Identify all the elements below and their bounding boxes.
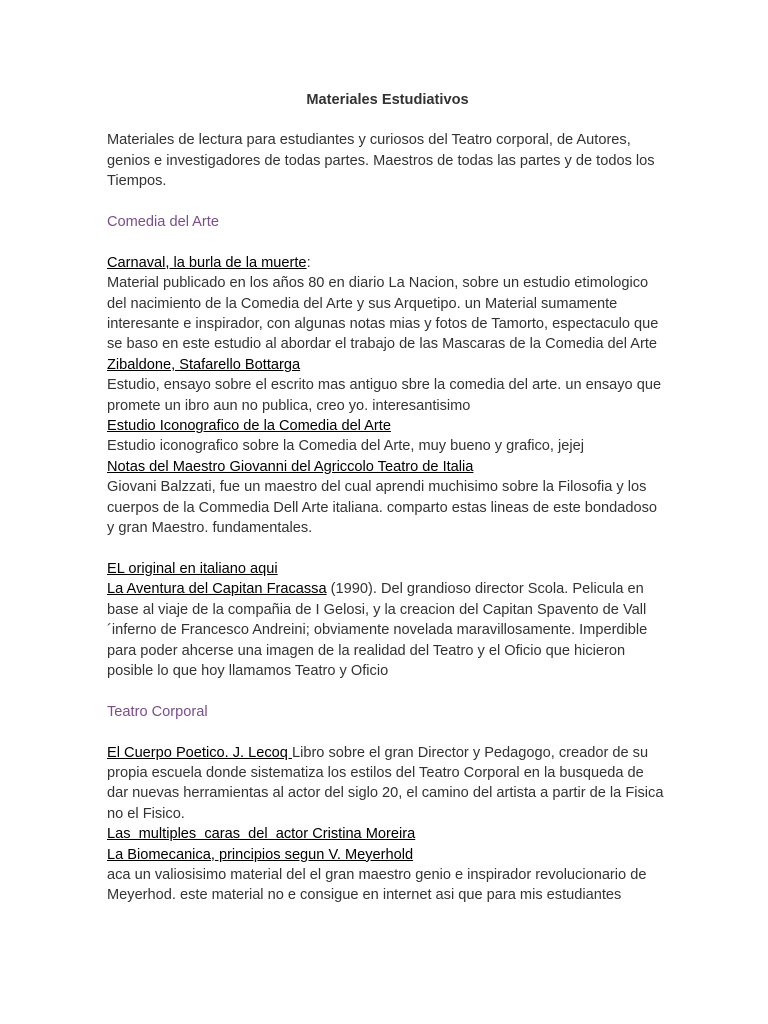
link-multiples-caras[interactable]: Las multiples caras del actor Cristina Moreira: [107, 826, 416, 843]
entry-cuerpo-poetico: [107, 743, 668, 825]
link-iconografico[interactable]: Estudio Iconografico de la Comedia del Arte: [107, 418, 391, 435]
link-biomecanica[interactable]: La Biomecanica, principios segun V. Meyerhold: [107, 846, 414, 863]
desc-zibaldone: Estudio, ensayo sobre el escrito mas antiguo sbre la comedia del arte. un ensayo que promete un ibro aun no publica, creo yo. interesantisimo: [107, 377, 662, 414]
link-original-italiano[interactable]: EL original en italiano aqui: [107, 560, 278, 577]
section-heading-teatro-corporal: Teatro Corporal: [107, 703, 208, 720]
entry-original-italiano: [107, 559, 668, 579]
desc-iconografico: Estudio iconografico sobre la Comedia del Arte, muy bueno y grafico, jejej: [107, 438, 584, 455]
desc-notas-maestro: Giovani Balzzati, fue un maestro del cual aprendi muchisimo sobre la Filosofia y los cuerpos de la Commedia Dell Arte italiana. comparto estas lineas de este bondadoso y gran Maestro. fundamentales.: [107, 479, 658, 537]
spacer: [107, 722, 668, 742]
link-suffix: :: [306, 254, 311, 271]
link-cuerpo-poetico[interactable]: El Cuerpo Poetico. J. Lecoq: [107, 744, 292, 761]
link-carnaval[interactable]: Carnaval, la burla de la muerte: [107, 254, 307, 271]
spacer: [107, 192, 668, 212]
spacer: [107, 232, 668, 252]
link-zibaldone[interactable]: Zibaldone, Stafarello Bottarga: [107, 356, 301, 373]
entry-biomecanica: [107, 845, 668, 865]
desc-cuerpo-poetico: Libro sobre el gran Director y Pedagogo, creador de su propia escuela donde sistematiza los estilos del Teatro Corporal en la busqueda de dar nuevas herramientas al actor del siglo 20, el camino del artista a partir de la Fisica no el Fisico.: [107, 744, 664, 822]
link-capitan-fracassa[interactable]: La Aventura del Capitan Fracassa: [107, 581, 327, 598]
section-heading-comedia: Comedia del Arte: [107, 214, 219, 231]
entry-zibaldone: [107, 355, 668, 375]
desc-biomecanica: aca un valiosisimo material del el gran maestro genio e inspirador revolucionario de Meyerhod. este material no e consigue en internet asi que para mis estudiantes: [107, 866, 647, 904]
desc-capitan-fracassa: (1990). Del grandioso director Scola. Pelicula en base al viaje de la compañia de I Gelosi, y la creacion del Capitan Spavento de Vall´inferno de Francesco Andreini; obviamente novelada maravillosamente. Imperdible para poder ahcerse una imagen de la realidad del Teatro y el Oficio que hicieron posible lo que hoy llamamos Teatro y Oficio: [107, 581, 648, 679]
desc-carnaval: Material publicado en los años 80 en diario La Nacion, sobre un estudio etimologico del nacimiento de la Comedia del Arte y sus Arquetipo. un Material sumamente interesante e inspirador, con algunas notas mias y fotos de Tamorto, espectaculo que se baso en este estudio al abordar el trabajo de las Mascaras de la Comedia del Arte: [107, 275, 659, 353]
link-notas-maestro[interactable]: Notas del Maestro Giovanni del Agriccolo Teatro de Italia: [107, 458, 474, 475]
entry-iconografico: [107, 416, 668, 436]
page-title: Materiales Estudiativos: [306, 92, 469, 108]
entry-multiples-caras: [107, 824, 668, 844]
entry-carnaval: [107, 253, 668, 273]
entry-notas-maestro: [107, 457, 668, 477]
entry-capitan-fracassa: [107, 579, 668, 681]
spacer: [107, 539, 668, 559]
spacer: [107, 681, 668, 701]
intro-paragraph: Materiales de lectura para estudiantes y curiosos del Teatro corporal, de Autores, genios e investigadores de todas partes. Maestros de todas las partes y de todos los Tiempos.: [107, 132, 655, 190]
